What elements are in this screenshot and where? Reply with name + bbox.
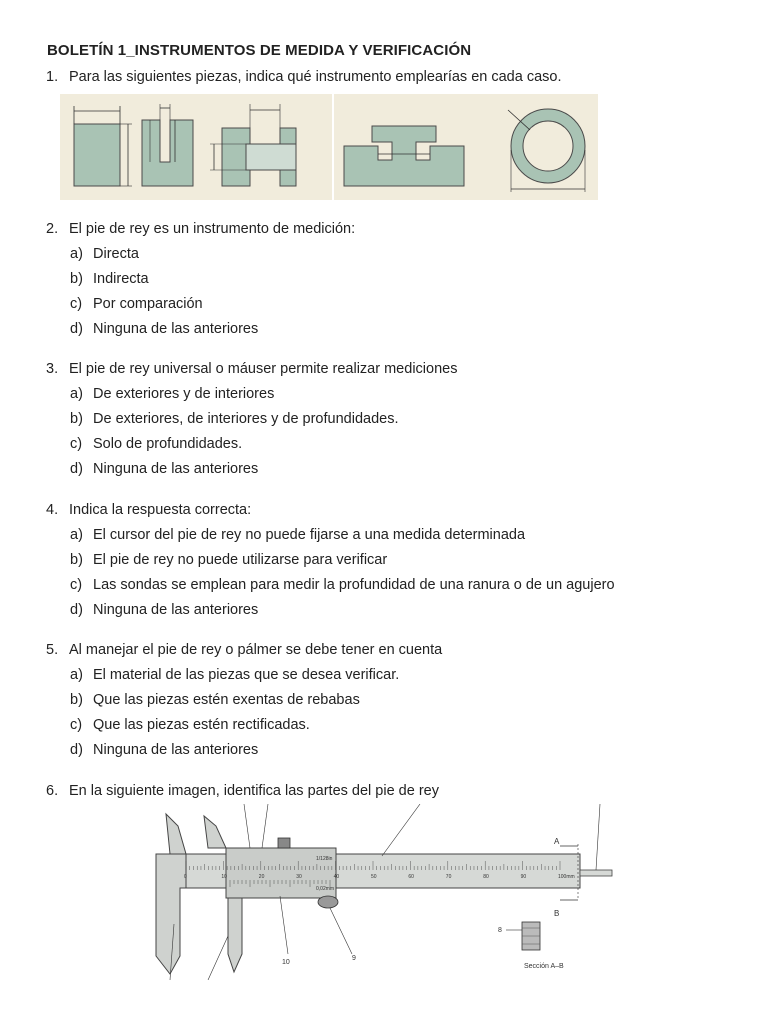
section-label: Sección A–B xyxy=(524,963,564,970)
caliper-thumb-wheel xyxy=(318,896,338,908)
scale-number: 50 xyxy=(371,874,377,880)
question-6 xyxy=(46,782,439,800)
callout-8: 8 xyxy=(498,927,502,934)
option-text: El pie de rey no puede utilizarse para verificar xyxy=(93,552,388,568)
option-letter: d) xyxy=(70,602,83,618)
option-2c xyxy=(70,295,203,313)
option-3a xyxy=(70,385,274,403)
scale-number: 20 xyxy=(258,874,265,880)
callout-9: 9 xyxy=(352,955,356,962)
callout-b: B xyxy=(554,909,560,918)
option-text: De exteriores y de interiores xyxy=(93,386,275,402)
caliper-figure xyxy=(150,804,618,980)
option-letter: a) xyxy=(70,667,83,683)
option-text: Las sondas se emplean para medir la profundidad de una ranura o de un agujero xyxy=(93,577,615,593)
option-letter: d) xyxy=(70,742,83,758)
question-1 xyxy=(46,68,561,86)
question-3 xyxy=(46,360,457,378)
question-text: Para las siguientes piezas, indica qué instrumento emplearías en cada caso. xyxy=(69,69,562,85)
callout-a: A xyxy=(554,837,560,846)
question-number: 1. xyxy=(46,69,59,85)
option-5a xyxy=(70,666,399,684)
option-5c xyxy=(70,716,310,734)
option-text: Directa xyxy=(93,246,139,262)
option-letter: a) xyxy=(70,527,83,543)
scale-number: 70 xyxy=(445,874,452,880)
question-number: 6. xyxy=(46,783,59,799)
option-text: El cursor del pie de rey no puede fijarse a una medida determinada xyxy=(93,527,526,543)
option-letter: b) xyxy=(70,271,83,287)
option-text: Que las piezas estén rectificadas. xyxy=(93,717,310,733)
option-4a xyxy=(70,526,525,544)
question-text: Al manejar el pie de rey o pálmer se debe tener en cuenta xyxy=(69,642,443,658)
option-text: Solo de profundidades. xyxy=(93,436,243,452)
option-text: Indirecta xyxy=(93,271,149,287)
option-2d xyxy=(70,320,258,338)
scale-number: 80 xyxy=(483,874,489,880)
option-letter: c) xyxy=(70,436,83,452)
option-letter: b) xyxy=(70,552,83,568)
option-text: De exteriores, de interiores y de profundidades. xyxy=(93,411,399,427)
option-text: Ninguna de las anteriores xyxy=(93,321,259,337)
question-text: Indica la respuesta correcta: xyxy=(69,502,252,518)
option-4d xyxy=(70,601,258,619)
option-text: Por comparación xyxy=(93,296,203,312)
question-4 xyxy=(46,501,251,519)
scale-number: 60 xyxy=(408,874,414,880)
question-number: 2. xyxy=(46,221,59,237)
option-5d xyxy=(70,741,258,759)
caliper-depth-rod xyxy=(580,870,612,876)
option-4b xyxy=(70,551,387,569)
option-text: Ninguna de las anteriores xyxy=(93,461,259,477)
vernier-note: 1/128in xyxy=(316,856,333,862)
unit-label: 0,02mm xyxy=(316,886,335,892)
scale-number: 30 xyxy=(296,874,302,880)
question-number: 5. xyxy=(46,642,59,658)
option-letter: c) xyxy=(70,577,83,593)
document-title: BOLETÍN 1_INSTRUMENTOS DE MEDIDA Y VERIFICACIÓN xyxy=(47,42,472,59)
question-5 xyxy=(46,641,442,659)
question-2 xyxy=(46,220,355,238)
option-letter: d) xyxy=(70,321,83,337)
question-text: En la siguiente imagen, identifica las partes del pie de rey xyxy=(69,783,439,799)
option-letter: d) xyxy=(70,461,83,477)
option-2a xyxy=(70,245,139,263)
option-text: Que las piezas estén exentas de rebabas xyxy=(93,692,360,708)
option-4c xyxy=(70,576,615,594)
option-text: Ninguna de las anteriores xyxy=(93,742,259,758)
option-letter: a) xyxy=(70,386,83,402)
question-text: El pie de rey es un instrumento de medición: xyxy=(69,221,356,237)
option-3d xyxy=(70,460,258,478)
option-letter: a) xyxy=(70,246,83,262)
scale-number: 10 xyxy=(221,874,227,880)
scale-number: 90 xyxy=(520,874,527,880)
option-text: El material de las piezas que se desea verificar. xyxy=(93,667,400,683)
figure-gap xyxy=(332,94,334,200)
option-5b xyxy=(70,691,360,709)
question-number: 3. xyxy=(46,361,59,377)
scale-number: 40 xyxy=(333,874,340,880)
caliper-lock-screw xyxy=(278,838,290,848)
option-3b xyxy=(70,410,398,428)
question-number: 4. xyxy=(46,502,59,518)
caliper-beam xyxy=(156,854,580,888)
scale-number: 100mm xyxy=(558,874,575,880)
option-2b xyxy=(70,270,149,288)
option-letter: c) xyxy=(70,717,83,733)
callout-10: 10 xyxy=(282,959,290,966)
question-text: El pie de rey universal o máuser permite realizar mediciones xyxy=(69,361,458,377)
pieces-figure xyxy=(60,94,598,200)
option-letter: b) xyxy=(70,692,83,708)
scale-number: 0 xyxy=(184,874,187,880)
option-text: Ninguna de las anteriores xyxy=(93,602,259,618)
option-letter: c) xyxy=(70,296,83,312)
option-3c xyxy=(70,435,242,453)
option-letter: b) xyxy=(70,411,83,427)
